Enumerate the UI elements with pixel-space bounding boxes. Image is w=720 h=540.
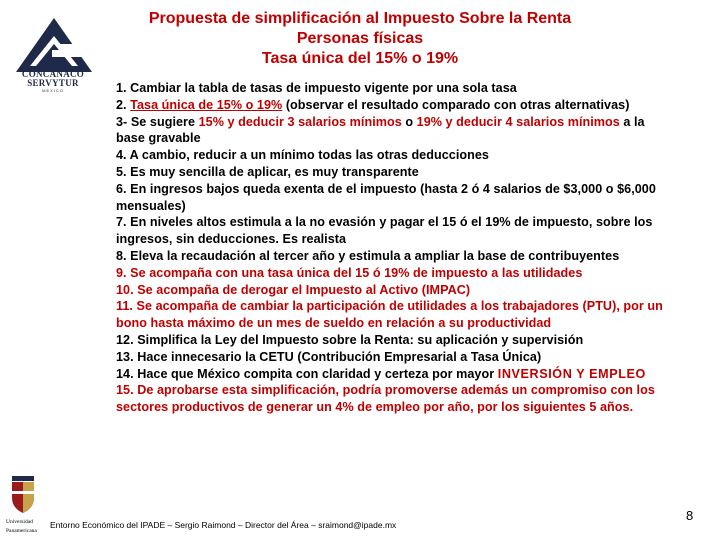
list-item: 14. Hace que México compita con claridad y certeza por mayor INVERSIÓN Y EMPLEO [116, 366, 646, 381]
list-item: 9. Se acompaña con una tasa única del 15 ó 19% de impuesto a las utilidades [116, 265, 583, 280]
logo-name: CONCANACO SERVYTUR [21, 69, 85, 88]
list-item: 5. Es muy sencilla de aplicar, es muy transparente [116, 164, 419, 179]
list-item: 11. Se acompaña de cambiar la participación de utilidades a los trabajadores (PTU), por un bono hasta máximo de un mes de sueldo en relación a su productividad [116, 299, 663, 331]
list-item: 6. En ingresos bajos queda exenta de el impuesto (hasta 2 ó 4 salarios de $3,000 o $6,000 mensuales) [116, 181, 656, 213]
title-line-1: Propuesta de simplificación al Impuesto Sobre la Renta [148, 10, 572, 27]
footer-text: Entorno Económico del IPADE – Sergio Raimond – Director del Área – sraimond@ipade.mx [50, 520, 397, 530]
page-number: 8 [686, 508, 694, 523]
list-item: 2. Tasa única de 15% o 19% (observar el resultado comparado con otras alternativas) [116, 97, 630, 112]
list-item: 15. De aprobarse esta simplificación, podría promoverse además un compromiso con los sectores productivos de generar un 4% de empleo por año, por los siguientes 5 años. [116, 383, 655, 415]
list-item: 3- Se sugiere 15% y deducir 3 salarios mínimos o 19% y deducir 4 salarios mínimos a la base gravable [116, 114, 645, 146]
list-item: 1. Cambiar la tabla de tasas de impuesto vigente por una sola tasa [116, 81, 517, 95]
proposal-list [116, 80, 666, 416]
list-item: 4. A cambio, reducir a un mínimo todas las otras deducciones [116, 148, 489, 163]
university-label: Universidad Panamericana [6, 519, 37, 534]
list-item: 13. Hace innecesario la CETU (Contribución Empresarial a Tasa Única) [116, 349, 542, 364]
list-item: 7. En niveles altos estimula a la no evasión y pagar el 15 ó el 19% de impuesto, sobre los ingresos, sin deducciones. Es realista [116, 215, 653, 247]
ipade-crest-icon [10, 476, 36, 514]
list-item: 8. Eleva la recaudación al tercer año y estimula a ampliar la base de contribuyentes [116, 248, 620, 263]
list-item: 10. Se acompaña de derogar el Impuesto al Activo (IMPAC) [116, 282, 471, 297]
title-line-3: Tasa única del 15% o 19% [261, 50, 459, 67]
slide-title [100, 9, 620, 69]
list-item: 12. Simplifica la Ley del Impuesto sobre la Renta: su aplicación y supervisión [116, 332, 584, 347]
title-line-2: Personas físicas [296, 30, 424, 47]
logo-subtitle: MEXICO [42, 88, 64, 93]
